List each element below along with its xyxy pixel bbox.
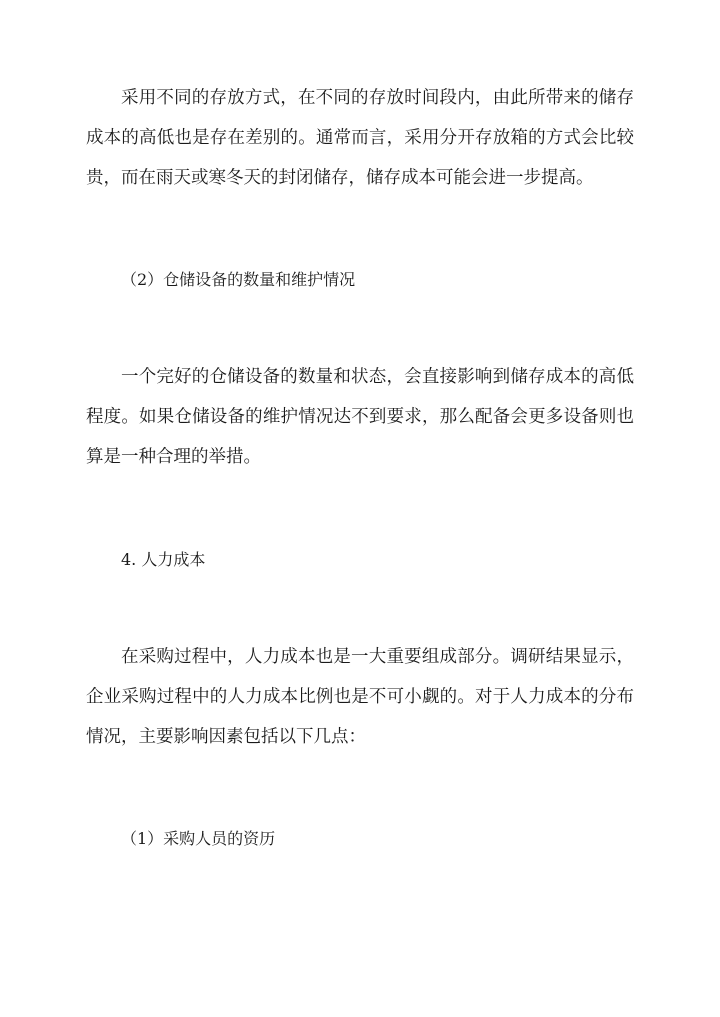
paragraph-storage-methods: 采用不同的存放方式，在不同的存放时间段内，由此所带来的储存成本的高低也是存在差别的。通常而言，采用分开存放箱的方式会比较贵，而在雨天或寒冬天的封闭储存，储存成本可能会进一步提高。 xyxy=(86,88,634,188)
paragraph-labor-cost: 在采购过程中，人力成本也是一大重要组成部分。调研结果显示，企业采购过程中的人力成本比例也是不可小觑的。对于人力成本的分布情况，主要影响因素包括以下几点： xyxy=(86,647,634,747)
paragraph-storage-equipment: 一个完好的仓储设备的数量和状态，会直接影响到储存成本的高低程度。如果仓储设备的维护情况达不到要求，那么配备会更多设备则也算是一种合理的举措。 xyxy=(86,367,634,467)
heading-storage-equipment: （2）仓储设备的数量和维护情况 xyxy=(121,270,356,289)
heading-labor-cost: 4. 人力成本 xyxy=(121,550,206,569)
heading-purchaser-qualification: （1）采购人员的资历 xyxy=(121,829,276,848)
